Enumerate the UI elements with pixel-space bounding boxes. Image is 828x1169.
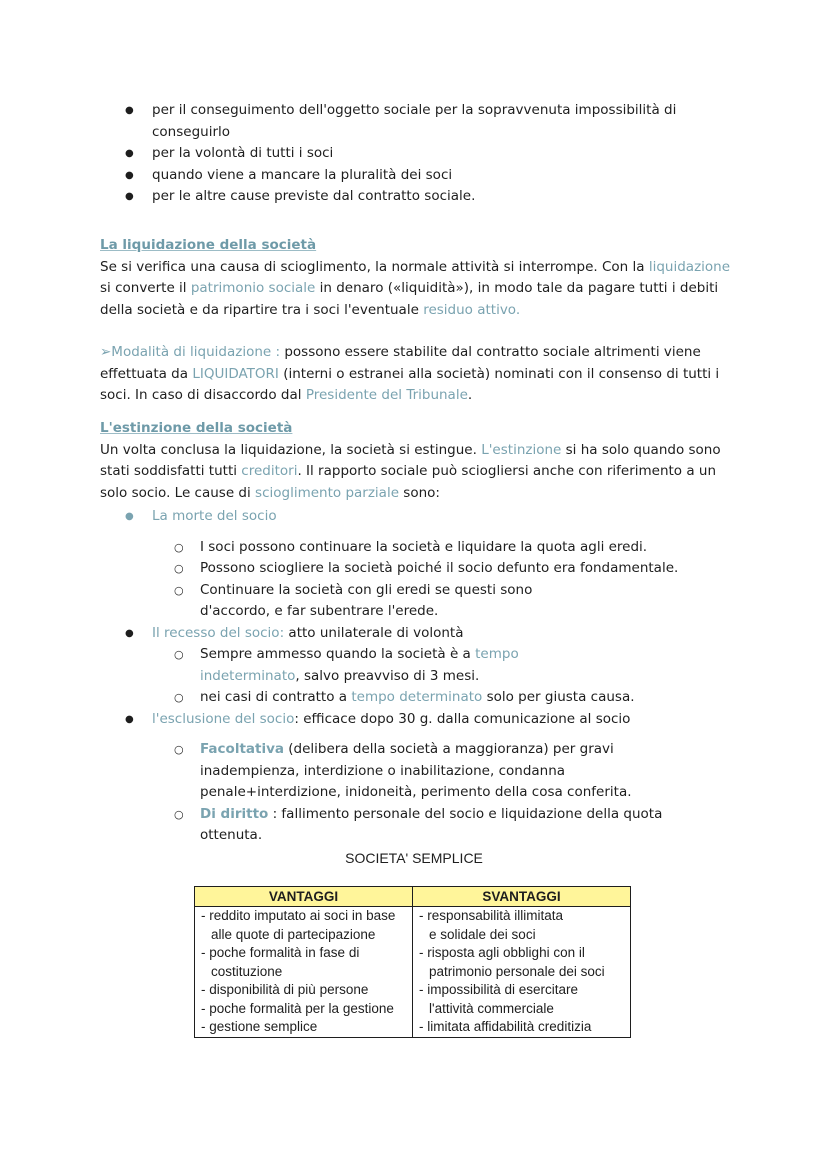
list-item: alle quote di partecipazione: [211, 926, 376, 942]
table-header-row: [195, 887, 631, 907]
list-item: costituzione: [211, 963, 283, 979]
list-item: ● per la volontà di tutti i soci: [100, 143, 750, 165]
liquidazione-section: [100, 235, 740, 407]
estinzione-paragraph: Un volta conclusa la liquidazione, la società si estingue. L'estinzione si ha solo quando sono stati soddisfatti tutti creditori. Il rapporto sociale può sciogliersi anche con riferimento a un solo socio. Le cause di scioglimento parziale sono:: [100, 441, 721, 501]
list-item: ○ Facoltativa (delibera della società a maggioranza) per gravi inadempienza, interdizione o inabilitazione, condanna penale+interdizione, inidoneità, perimento della cosa conferita.: [100, 739, 740, 804]
modalita-paragraph: ➢Modalità di liquidazione : possono essere stabilite dal contratto sociale altrimenti viene effettuata da LIQUIDATORI (interni o estranei alla società) nominati con il consenso di tutti i soci. In caso di disaccordo dal Presidente del Tribunale.: [100, 344, 720, 403]
list-item: ○ I soci possono continuare la società e liquidare la quota agli eredi.: [100, 537, 740, 559]
table-row: [195, 907, 631, 1038]
column-header-vantaggi: VANTAGGI: [195, 887, 413, 907]
dissolution-causes-list: [100, 100, 750, 208]
list-item: ○ Possono sciogliere la società poiché il socio defunto era fondamentale.: [100, 558, 740, 580]
list-item: - poche formalità per la gestione: [201, 1000, 394, 1016]
estinzione-section: [100, 418, 740, 504]
list-item: l'attività commerciale: [429, 1000, 554, 1016]
list-item: - disponibilità di più persone: [201, 982, 369, 997]
list-item: e solidale dei soci: [429, 926, 536, 942]
column-header-svantaggi: SVANTAGGI: [413, 887, 631, 907]
list-item: - responsabilità illimitata: [419, 908, 564, 923]
list-item: - poche formalità in fase di: [201, 945, 360, 960]
comparison-table: [194, 886, 631, 1038]
list-item: - impossibilità di esercitare: [419, 982, 579, 997]
list-item: ○ Continuare la società con gli eredi se questi sono d'accordo, e far subentrare l'erede.: [100, 580, 740, 623]
list-item: - risposta agli obblighi con il: [419, 945, 585, 960]
list-item: ○ nei casi di contratto a tempo determinato solo per giusta causa.: [100, 687, 740, 709]
list-item-morte: ● La morte del socio: [100, 506, 740, 528]
list-item: ● per il conseguimento dell'oggetto sociale per la sopravvenuta impossibilità di conseguirlo: [100, 100, 750, 143]
list-item: - gestione semplice: [201, 1019, 318, 1034]
partial-dissolution-list: [100, 506, 740, 847]
section-heading: La liquidazione della società: [100, 237, 317, 253]
list-item: patrimonio personale dei soci: [429, 963, 605, 979]
vantaggi-cell: [195, 907, 413, 1038]
section-heading: L'estinzione della società: [100, 420, 293, 436]
list-item-esclusione: ● l'esclusione del socio: efficace dopo 30 g. dalla comunicazione al socio: [100, 709, 740, 731]
list-item: ○ Sempre ammesso quando la società è a tempo indeterminato, salvo preavviso di 3 mesi.: [100, 644, 740, 687]
svantaggi-cell: [413, 907, 631, 1038]
table-title: SOCIETA' SEMPLICE: [345, 850, 483, 866]
liquidazione-paragraph: Se si verifica una causa di scioglimento, la normale attività si interrompe. Con la liquidazione si converte il patrimonio sociale in denaro («liquidità»), in modo tale da pagare tutti i debiti della società e da ripartire tra i soci l'eventuale residuo attivo.: [100, 258, 731, 318]
list-item: - limitata affidabilità creditizia: [419, 1019, 592, 1034]
list-item: ● quando viene a mancare la pluralità dei soci: [100, 165, 750, 187]
list-item: ○ Di diritto : fallimento personale del socio e liquidazione della quota ottenuta.: [100, 804, 740, 847]
list-item: ● per le altre cause previste dal contratto sociale.: [100, 186, 750, 208]
list-item-recesso: ● Il recesso del socio: atto unilaterale di volontà: [100, 623, 740, 645]
list-item: - reddito imputato ai soci in base: [201, 908, 396, 923]
